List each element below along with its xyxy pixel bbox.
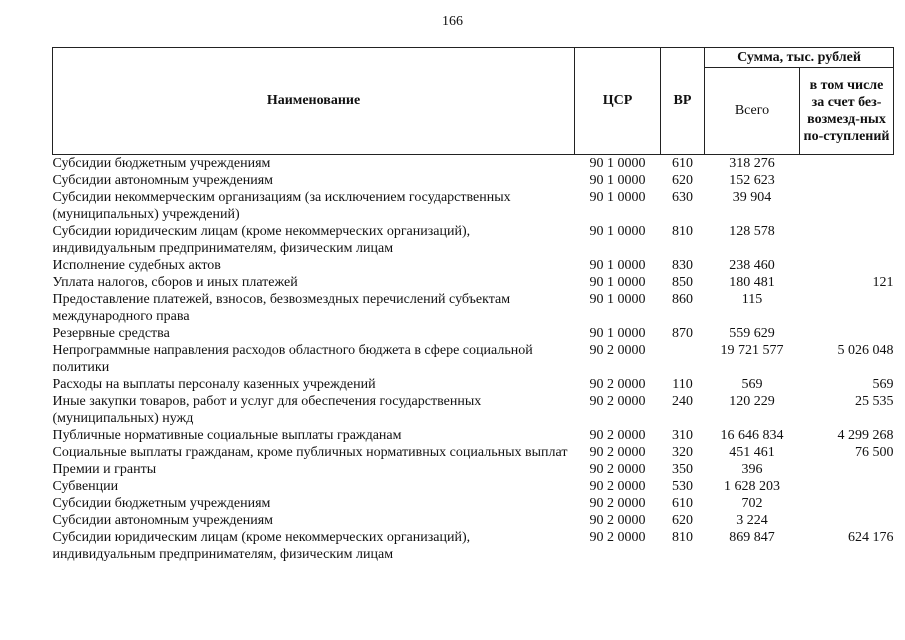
row-name-cell: Субсидии автономным учреждениям <box>52 513 274 528</box>
row-name-cell: Социальные выплаты гражданам, кроме публичных нормативных социальных выплат <box>52 445 568 460</box>
row-total-cell: 318 276 <box>729 156 775 171</box>
table-row <box>53 512 894 529</box>
budget-table <box>52 47 894 563</box>
row-csr-cell: 90 2 0000 <box>589 343 646 358</box>
row-name-cell: Субсидии бюджетным учреждениям <box>52 156 271 171</box>
row-vr-cell: 530 <box>672 479 693 494</box>
table-row <box>53 495 894 512</box>
row-total-cell: 569 <box>741 377 763 392</box>
row-vr-cell: 810 <box>672 224 693 239</box>
row-total-cell: 16 646 834 <box>720 428 784 443</box>
row-vr-cell: 610 <box>672 496 693 511</box>
row-free-receipts-cell <box>800 155 894 173</box>
row-csr-cell: 90 2 0000 <box>589 479 646 494</box>
row-name-cell: Публичные нормативные социальные выплаты гражданам <box>52 428 402 443</box>
column-header-vr: ВР <box>661 48 705 155</box>
row-csr-cell: 90 2 0000 <box>589 394 646 409</box>
row-name-cell: Субсидии юридическим лицам (кроме некоммерческих организаций), индивидуальным предпринимателям, физическим лицам <box>52 224 471 256</box>
row-total-cell: 39 904 <box>732 190 772 205</box>
row-csr-cell: 90 2 0000 <box>589 445 646 460</box>
row-name-cell: Иные закупки товаров, работ и услуг для обеспечения государственных (муниципальных) нужд <box>52 394 482 426</box>
row-free-receipts-cell <box>800 478 894 495</box>
table-body <box>53 155 894 564</box>
row-total-cell: 702 <box>741 496 763 511</box>
row-vr-cell: 610 <box>672 156 693 171</box>
row-vr-cell <box>661 342 705 376</box>
row-name-cell: Уплата налогов, сборов и иных платежей <box>52 275 298 290</box>
table-row <box>53 529 894 563</box>
row-free-receipts-cell <box>800 461 894 478</box>
row-vr-cell: 240 <box>672 394 693 409</box>
row-vr-cell: 870 <box>672 326 693 341</box>
row-total-cell: 180 481 <box>729 275 775 290</box>
table-row <box>53 427 894 444</box>
table-header <box>53 48 894 155</box>
table-row <box>53 274 894 291</box>
row-total-cell: 152 623 <box>729 173 775 188</box>
row-free-receipts-cell <box>800 512 894 529</box>
row-free-receipts-cell: 569 <box>872 377 894 392</box>
row-csr-cell: 90 1 0000 <box>589 275 646 290</box>
row-csr-cell: 90 1 0000 <box>589 292 646 307</box>
row-free-receipts-cell: 5 026 048 <box>837 343 894 358</box>
row-name-cell: Субсидии некоммерческим организациям (за исключением государственных (муниципальных) учреждений) <box>52 190 511 222</box>
row-name-cell: Премии и гранты <box>52 462 157 477</box>
row-name-cell: Предоставление платежей, взносов, безвозмездных перечислений субъектам международного права <box>52 292 511 324</box>
row-vr-cell: 110 <box>672 377 693 392</box>
table-row <box>53 376 894 393</box>
row-name-cell: Расходы на выплаты персоналу казенных учреждений <box>52 377 376 392</box>
row-vr-cell: 620 <box>672 513 693 528</box>
table-row <box>53 393 894 427</box>
row-total-cell: 869 847 <box>729 530 775 545</box>
row-total-cell: 3 224 <box>736 513 768 528</box>
column-header-name: Наименование <box>53 48 575 155</box>
row-csr-cell: 90 1 0000 <box>589 326 646 341</box>
row-name-cell: Исполнение судебных актов <box>52 258 221 273</box>
row-csr-cell: 90 2 0000 <box>589 377 646 392</box>
page-number: 166 <box>442 14 463 29</box>
row-total-cell: 128 578 <box>729 224 775 239</box>
table-row <box>53 291 894 325</box>
table-row <box>53 461 894 478</box>
row-vr-cell: 310 <box>672 428 693 443</box>
row-free-receipts-cell: 121 <box>872 275 894 290</box>
row-name-cell: Непрограммные направления расходов областного бюджета в сфере социальной политики <box>52 343 533 375</box>
row-csr-cell: 90 2 0000 <box>589 496 646 511</box>
row-name-cell: Субсидии бюджетным учреждениям <box>52 496 271 511</box>
column-header-sum-group: Сумма, тыс. рублей <box>705 48 894 68</box>
table-row <box>53 223 894 257</box>
row-free-receipts-cell: 624 176 <box>848 530 894 545</box>
row-vr-cell: 320 <box>672 445 693 460</box>
row-free-receipts-cell: 76 500 <box>855 445 894 460</box>
row-name-cell: Субсидии автономным учреждениям <box>52 173 274 188</box>
row-vr-cell: 850 <box>672 275 693 290</box>
row-csr-cell: 90 1 0000 <box>589 258 646 273</box>
column-header-total: Всего <box>705 68 800 155</box>
row-free-receipts-cell <box>800 495 894 512</box>
table-row <box>53 189 894 223</box>
table-row <box>53 155 894 173</box>
table-row <box>53 257 894 274</box>
table-row <box>53 172 894 189</box>
row-free-receipts-cell <box>800 223 894 257</box>
table-row <box>53 342 894 376</box>
row-total-cell: 396 <box>741 462 763 477</box>
row-free-receipts-cell <box>800 291 894 325</box>
row-total-cell: 451 461 <box>729 445 775 460</box>
table-row <box>53 325 894 342</box>
row-total-cell: 120 229 <box>729 394 775 409</box>
row-total-cell: 238 460 <box>729 258 775 273</box>
row-vr-cell: 860 <box>672 292 693 307</box>
row-name-cell: Субвенции <box>52 479 119 494</box>
row-free-receipts-cell <box>800 257 894 274</box>
table-row <box>53 444 894 461</box>
row-csr-cell: 90 2 0000 <box>589 513 646 528</box>
row-vr-cell: 810 <box>672 530 693 545</box>
row-free-receipts-cell: 25 535 <box>855 394 894 409</box>
row-vr-cell: 630 <box>672 190 693 205</box>
row-total-cell: 115 <box>741 292 763 307</box>
row-total-cell: 559 629 <box>729 326 775 341</box>
row-total-cell: 19 721 577 <box>720 343 784 358</box>
row-csr-cell: 90 2 0000 <box>589 428 646 443</box>
row-free-receipts-cell <box>800 325 894 342</box>
row-csr-cell: 90 1 0000 <box>589 224 646 239</box>
row-vr-cell: 350 <box>672 462 693 477</box>
row-csr-cell: 90 1 0000 <box>589 156 646 171</box>
row-free-receipts-cell <box>800 172 894 189</box>
row-csr-cell: 90 2 0000 <box>589 530 646 545</box>
row-free-receipts-cell: 4 299 268 <box>837 428 894 443</box>
column-header-csr: ЦСР <box>575 48 661 155</box>
row-csr-cell: 90 1 0000 <box>589 173 646 188</box>
row-name-cell: Субсидии юридическим лицам (кроме некоммерческих организаций), индивидуальным предпринимателям, физическим лицам <box>52 530 471 562</box>
row-csr-cell: 90 1 0000 <box>589 190 646 205</box>
row-csr-cell: 90 2 0000 <box>589 462 646 477</box>
column-header-free-receipts: в том числе за счет без-возмезд-ных по-ступлений <box>800 68 894 155</box>
row-vr-cell: 830 <box>672 258 693 273</box>
row-vr-cell: 620 <box>672 173 693 188</box>
table-row <box>53 478 894 495</box>
row-name-cell: Резервные средства <box>52 326 170 341</box>
row-free-receipts-cell <box>800 189 894 223</box>
row-total-cell: 1 628 203 <box>724 479 780 494</box>
